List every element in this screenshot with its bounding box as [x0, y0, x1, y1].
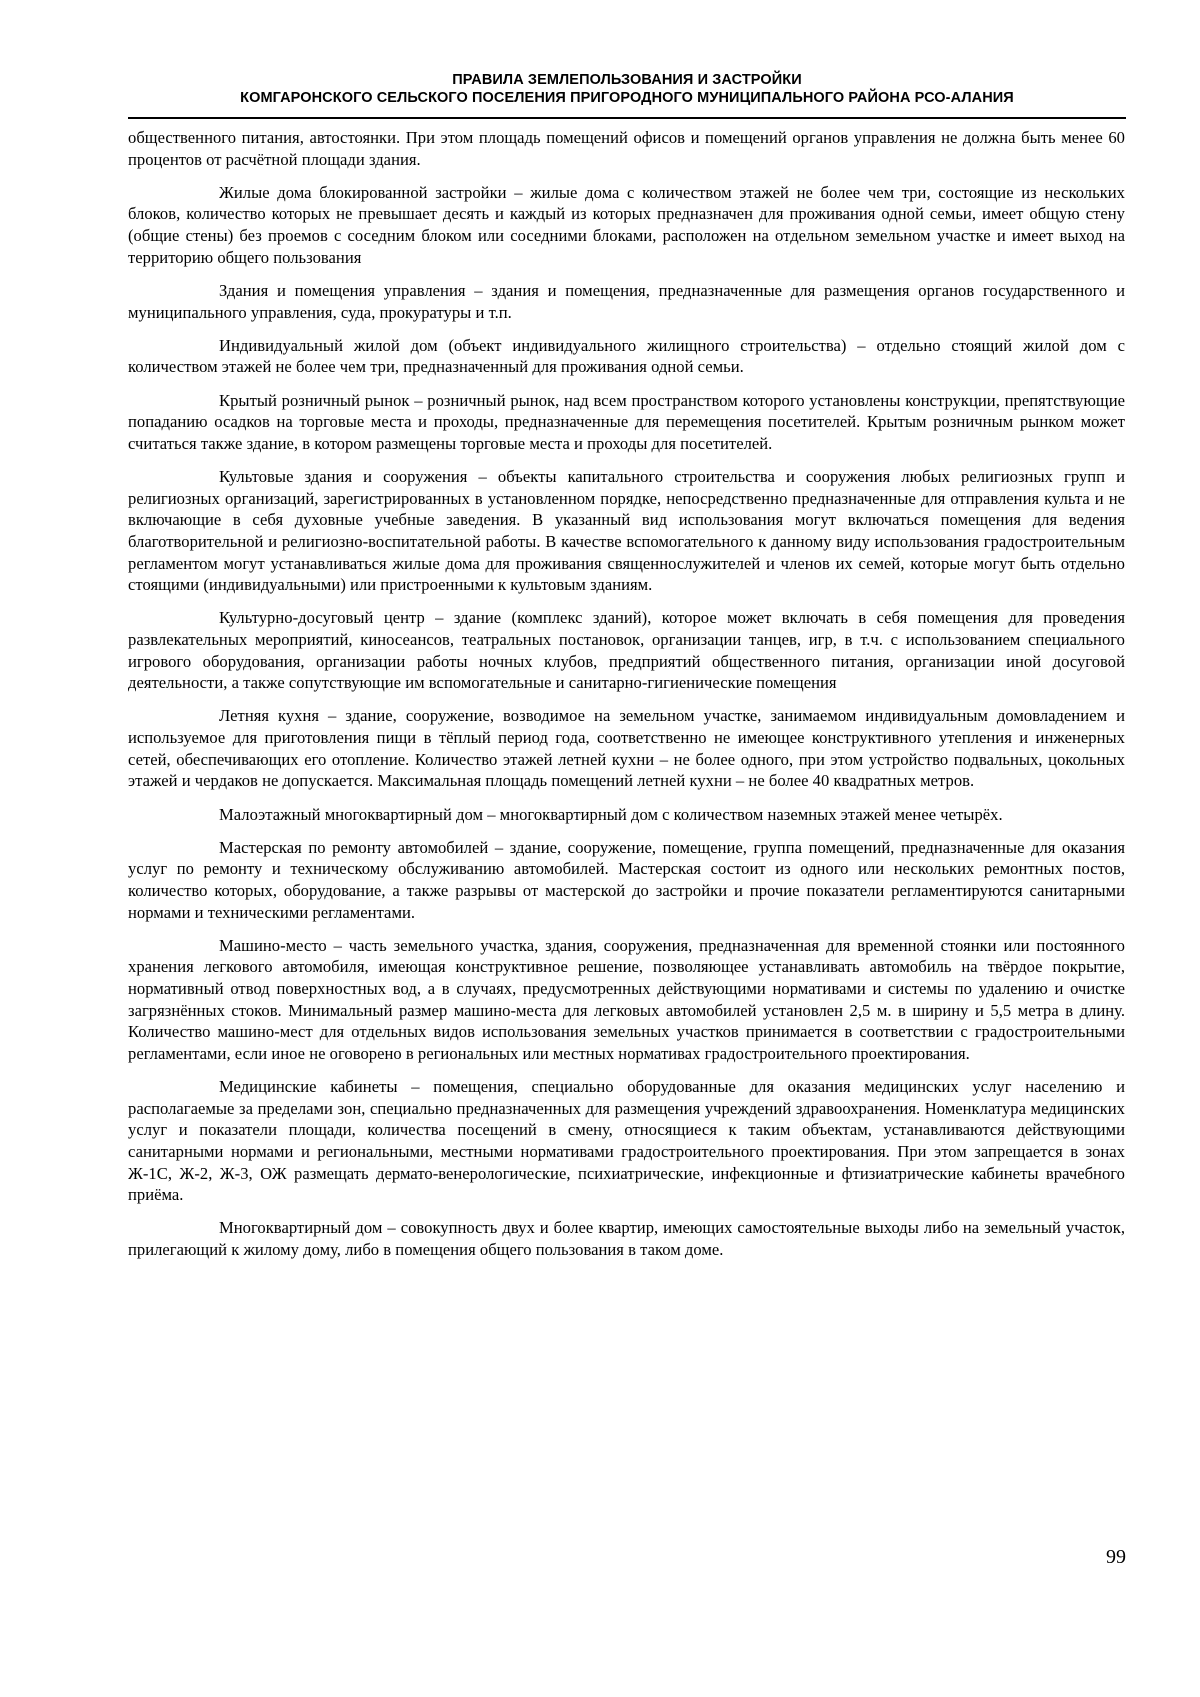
paragraph-covered-market: Крытый розничный рынок – розничный рынок, над всем пространством которого установлены конструкции, препятствующие попаданию осадков на торговые места и проходы, предназначенные для перемещения посетителей. Крытым розничным рынком может считаться также здание, в котором размещены торговые места и проходы для посетителей. — [128, 390, 1125, 453]
paragraph-blocked-houses: Жилые дома блокированной застройки – жилые дома с количеством этажей не более чем три, состоящие из нескольких блоков, количество которых не превышает десять и каждый из которых предназначен для проживания одной семьи, имеет общую стену (общие стены) без проемов с соседним блоком или соседними блоками, расположен на отдельном земельном участке и имеет выход на территорию общего пользования — [128, 182, 1125, 267]
page-number: 99 — [1106, 1546, 1126, 1568]
paragraph-administration-buildings: Здания и помещения управления – здания и помещения, предназначенные для размещения органов государственного и муниципального управления, суда, прокуратуры и т.п. — [128, 280, 1125, 322]
document-body — [128, 127, 1125, 1272]
header-title-line-2: КОМГАРОНСКОГО СЕЛЬСКОГО ПОСЕЛЕНИЯ ПРИГОРОДНОГО МУНИЦИПАЛЬНОГО РАЙОНА РСО-АЛАНИЯ — [240, 90, 1014, 106]
paragraph-religious-buildings: Культовые здания и сооружения – объекты капитального строительства и сооружения любых религиозных групп и религиозных организаций, зарегистрированных в установленном порядке, непосредственно предназначенные для отправления культа и не включающие в себя духовные учебные заведения. В указанный вид использования могут включаться помещения для ведения благотворительной и религиозно-воспитательной работы. В качестве вспомогательного к данному виду использования градостроительным регламентом могут устанавливаться жилые дома для проживания священнослужителей и членов их семей, которые могут быть отдельно стоящими (индивидуальными) или пристроенными к культовым зданиям. — [128, 467, 1125, 595]
header-divider — [128, 117, 1126, 119]
paragraph-low-rise-apartment: Малоэтажный многоквартирный дом – многоквартирный дом с количеством наземных этажей менее четырёх. — [219, 804, 1003, 824]
paragraph-summer-kitchen: Летняя кухня – здание, сооружение, возводимое на земельном участке, занимаемом индивидуальным домовладением и используемое для приготовления пищи в тёплый период года, соответственно не имеющее конструктивного утепления и инженерных сетей, обеспечивающих его отопление. Количество этажей летней кухни – не более одного, при этом устройство подвальных, цокольных этажей и чердаков не допускается. Максимальная площадь помещений летней кухни – не более 40 квадратных метров. — [128, 706, 1125, 791]
paragraph-car-repair-shop: Мастерская по ремонту автомобилей – здание, сооружение, помещение, группа помещений, предназначенные для оказания услуг по ремонту и техническому обслуживанию автомобилей. Мастерская состоит из одного или нескольких ремонтных постов, количество которых, оборудование, а также разрывы от мастерской до застройки и прочие показатели регламентируются санитарными нормами и техническими регламентами. — [128, 837, 1125, 922]
paragraph-continuation: общественного питания, автостоянки. При этом площадь помещений офисов и помещений органов управления не должна быть менее 60 процентов от расчётной площади здания. — [128, 128, 1125, 169]
paragraph-individual-house: Индивидуальный жилой дом (объект индивидуального жилищного строительства) – отдельно стоящий жилой дом с количеством этажей не более чем три, предназначенный для проживания одной семьи. — [128, 335, 1125, 377]
paragraph-parking-space: Машино-место – часть земельного участка, здания, сооружения, предназначенная для временной стоянки или постоянного хранения легкового автомобиля, имеющая конструктивное решение, позволяющее устанавливать автомобиль на твёрдое покрытие, нормативный отвод поверхностных вод, а в случаях, предусмотренных действующими нормативами и системы по удалению и очистке загрязнённых стоков. Минимальный размер машино-места для легковых автомобилей установлен 2,5 м. в ширину и 5,5 метра в длину. Количество машино-мест для отдельных видов использования земельных участков принимается в соответствии с градостроительными регламентами, если иное не оговорено в региональных или местных нормативах градостроительного проектирования. — [128, 935, 1125, 1063]
paragraph-medical-offices: Медицинские кабинеты – помещения, специально оборудованные для оказания медицинских услуг населению и располагаемые за пределами зон, специально предназначенных для размещения учреждений здравоохранения. Номенклатура медицинских услуг и показатели площади, количества посещений в смену, относящиеся к таким объектам, устанавливаются действующими санитарными нормами и региональными, местными нормативами градостроительного проектирования. При этом запрещается в зонах Ж-1С, Ж-2, Ж-3, ОЖ размещать дермато-венерологические, психиатрические, инфекционные и фтизиатрические кабинеты врачебного приёма. — [128, 1077, 1125, 1205]
page-header — [128, 71, 1126, 107]
paragraph-apartment-building: Многоквартирный дом – совокупность двух и более квартир, имеющих самостоятельные выходы либо на земельный участок, прилегающий к жилому дому, либо в помещения общего пользования в таком доме. — [128, 1218, 1125, 1259]
header-title-line-1: ПРАВИЛА ЗЕМЛЕПОЛЬЗОВАНИЯ И ЗАСТРОЙКИ — [452, 72, 802, 88]
paragraph-leisure-center: Культурно-досуговый центр – здание (комплекс зданий), которое может включать в себя помещения для проведения развлекательных мероприятий, киносеансов, театральных постановок, организации танцев, игр, в т.ч. с использованием специального игрового оборудования, организации работы ночных клубов, предприятий общественного питания, организации иной досуговой деятельности, а также сопутствующие им вспомогательные и санитарно-гигиенические помещения — [128, 608, 1125, 693]
